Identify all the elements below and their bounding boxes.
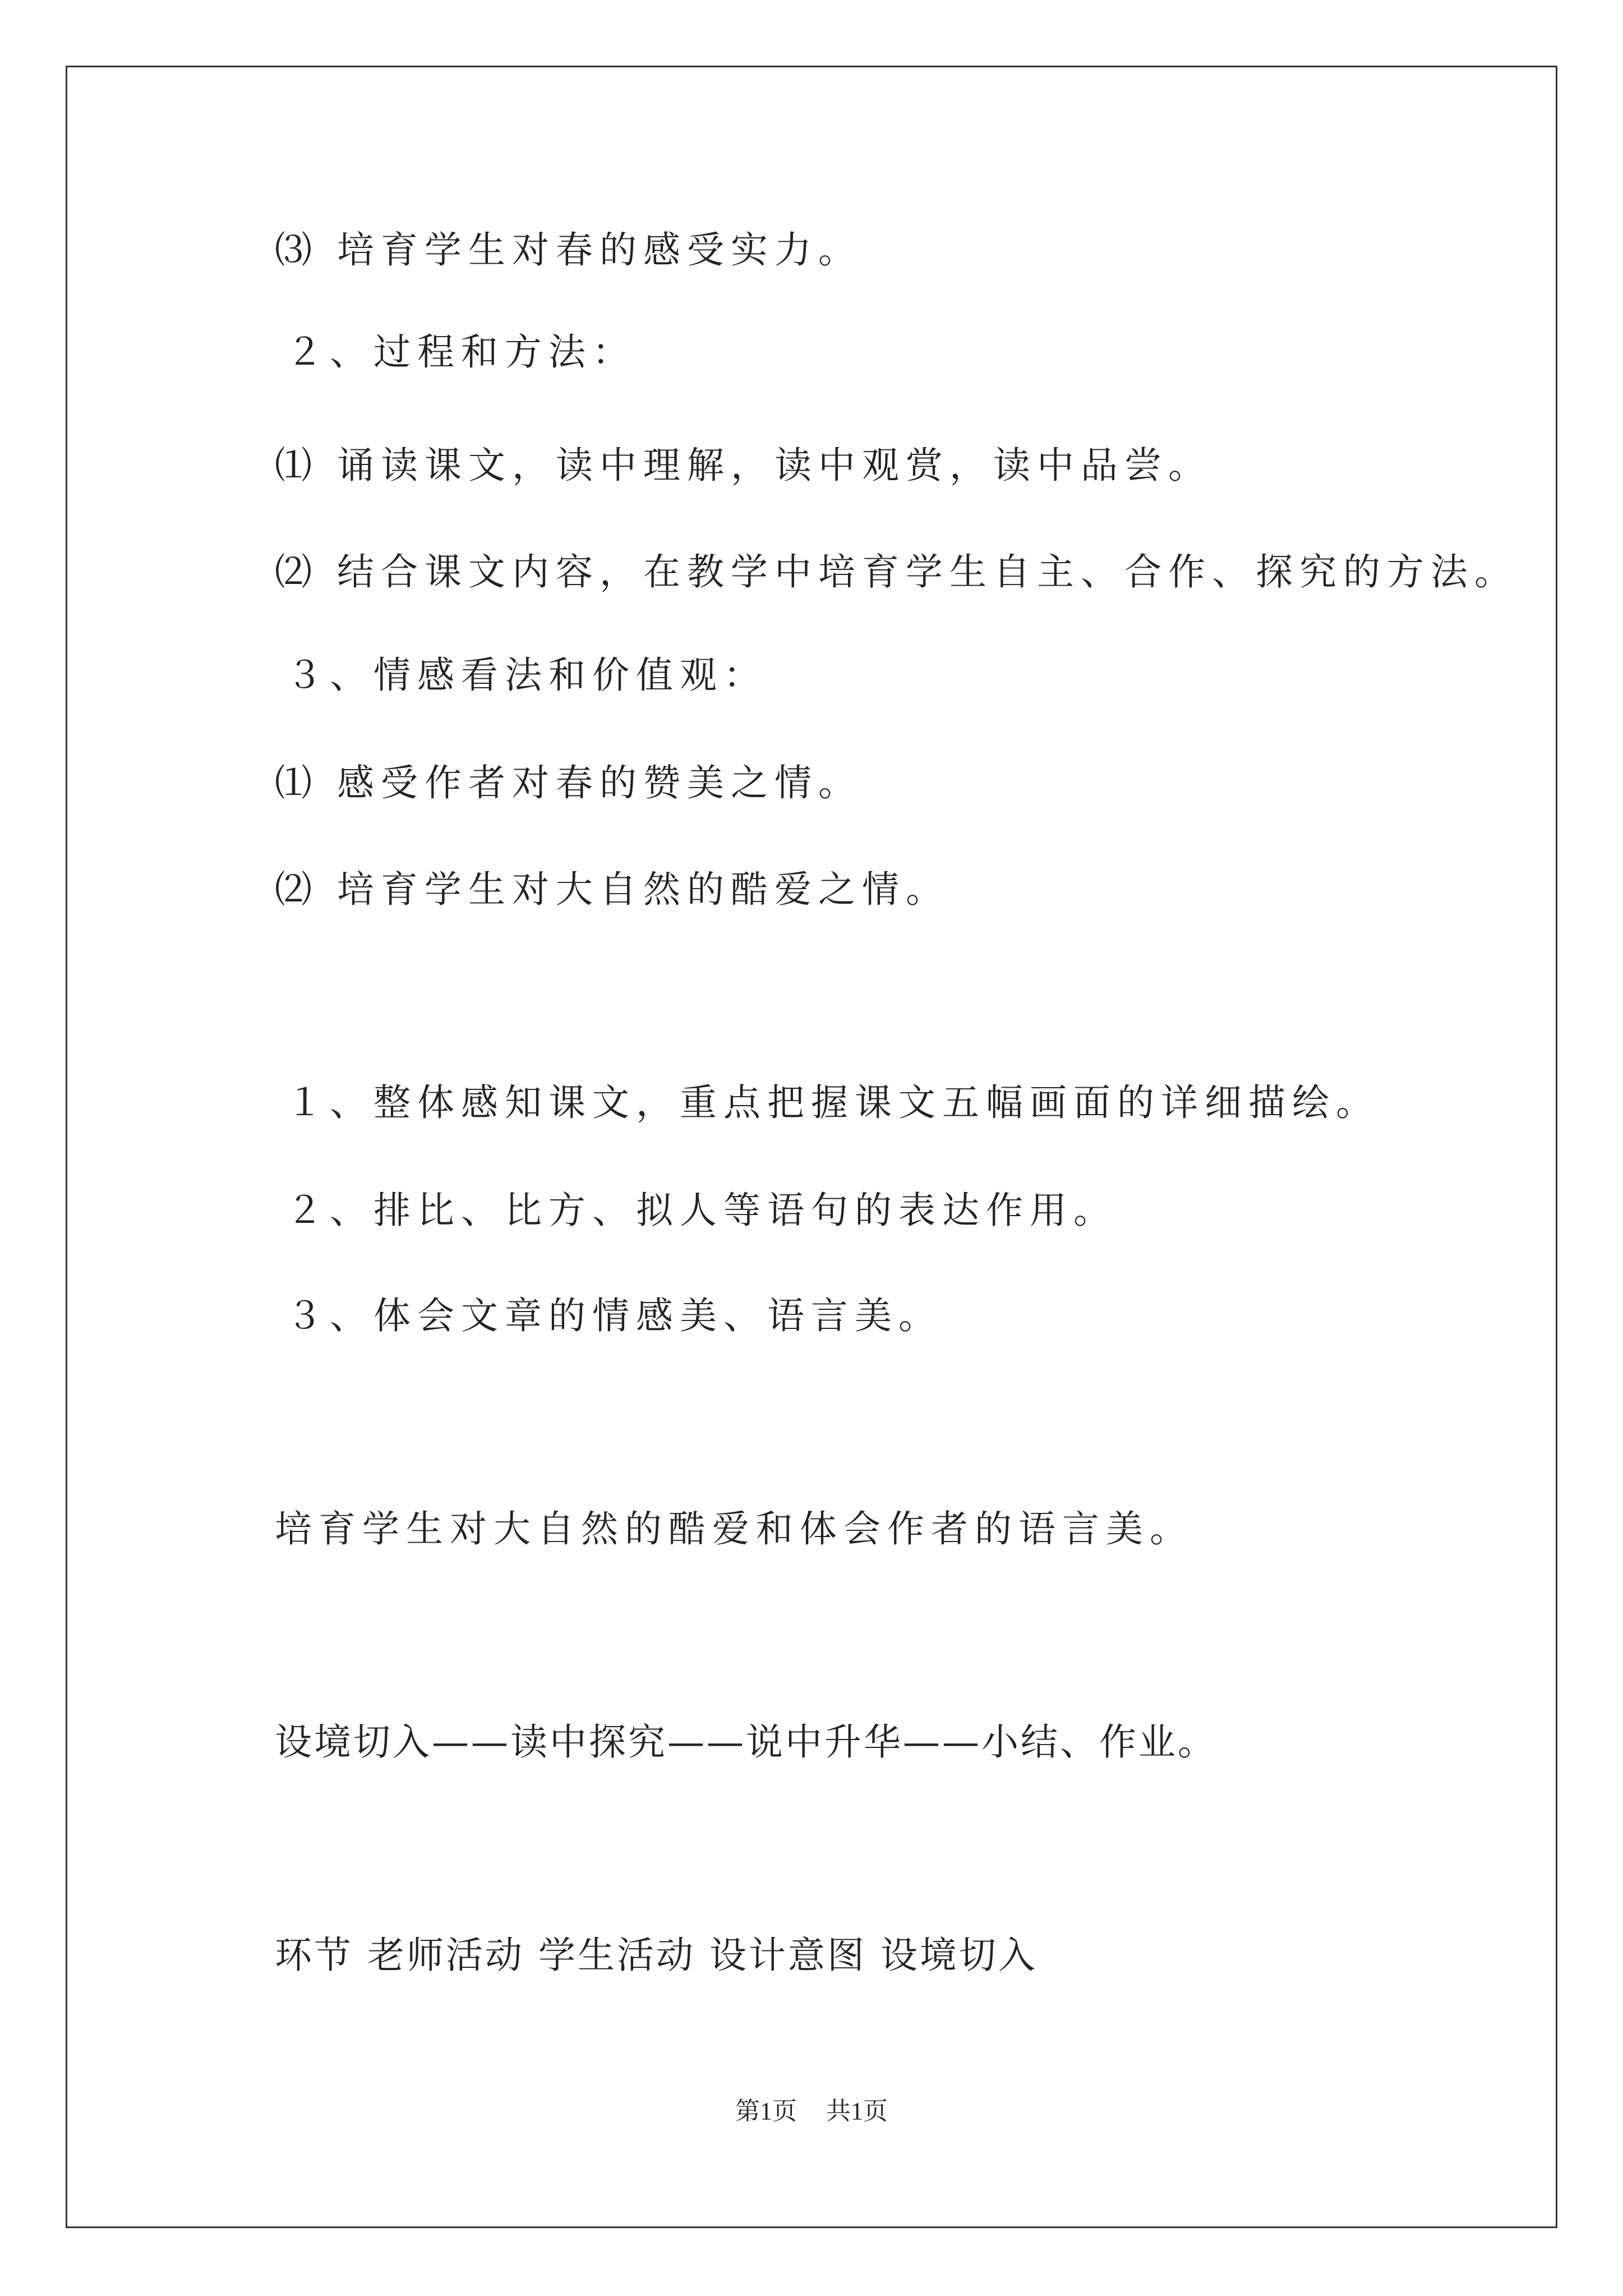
text-line: １、整体感知课文，重点把握课文五幅画面的详细描绘。 <box>286 1081 1380 1124</box>
page-number: 第1页 <box>735 2097 797 2125</box>
text-line: ２、排比、比方、拟人等语句的表达作用。 <box>286 1189 1117 1232</box>
page-frame <box>66 66 1557 2228</box>
text-line: ⑴ 诵读课文，读中理解，读中观赏，读中品尝。 <box>275 444 1212 487</box>
text-line: ⑶ 培育学生对春的感受实力。 <box>275 228 862 272</box>
text-line: ３、情感看法和价值观： <box>286 654 767 697</box>
text-line: 培育学生对大自然的酷爱和体会作者的语言美。 <box>275 1507 1193 1550</box>
text-line: ⑵ 培育学生对大自然的酷爱之情。 <box>275 868 949 911</box>
text-line: 环节 老师活动 学生活动 设计意图 设境切入 <box>275 1934 1038 1977</box>
text-line: ⑴ 感受作者对春的赞美之情。 <box>275 761 862 804</box>
text-line: ３、体会文章的情感美、语言美。 <box>286 1294 942 1337</box>
text-line: ⑵ 结合课文内容，在教学中培育学生自主、合作、探究的方法。 <box>275 550 1518 593</box>
page-footer <box>0 2096 1623 2127</box>
page-total: 共1页 <box>826 2097 888 2125</box>
text-line: 设境切入——读中探究——说中升华——小结、作业。 <box>275 1720 1217 1764</box>
text-line: ２、过程和方法： <box>286 330 636 374</box>
